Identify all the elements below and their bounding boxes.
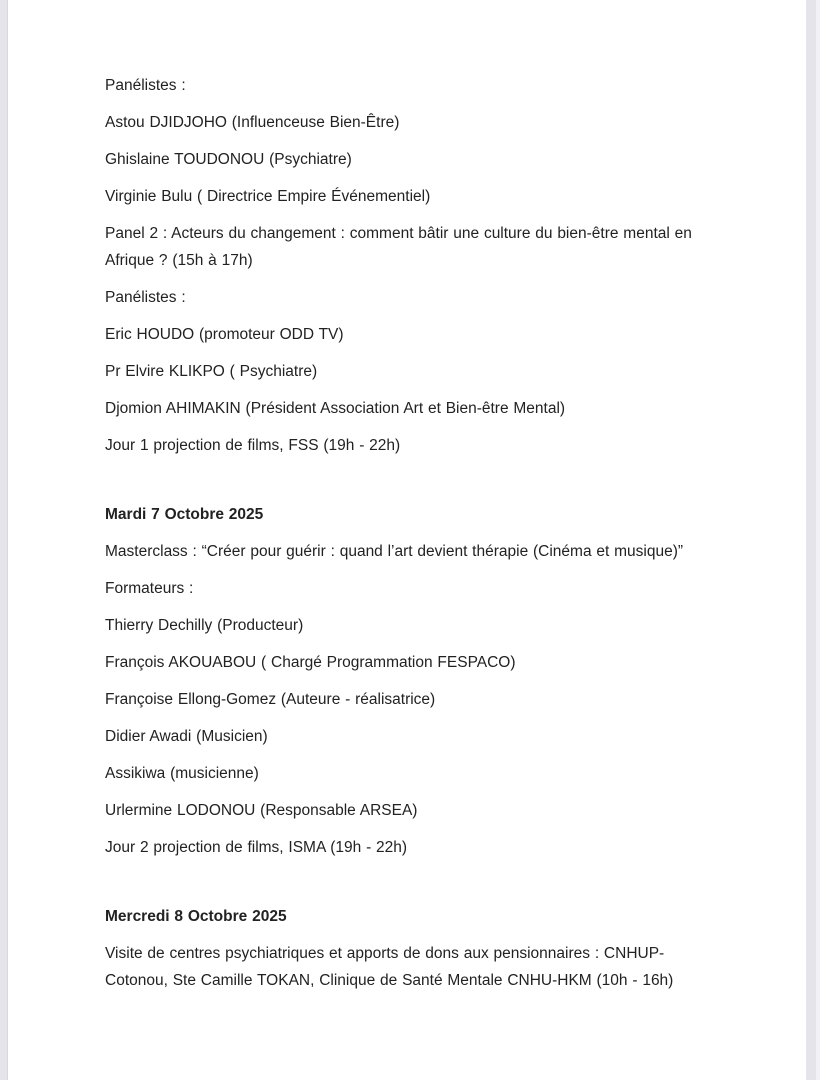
right-edge-strip-outer xyxy=(816,0,820,1080)
trainer-thierry-dechilly: Thierry Dechilly (Producteur) xyxy=(105,617,304,634)
day-2-film-screening: Jour 2 projection de films, ISMA (19h - 22h) xyxy=(105,839,408,856)
trainer-francoise-ellong-gomez: Françoise Ellong-Gomez (Auteure - réalisatrice) xyxy=(105,691,436,708)
document-page xyxy=(105,72,717,1004)
psychiatric-centers-visit: Visite de centres psychiatriques et apports de dons aux pensionnaires : CNHUP-Cotonou, Ste Camille TOKAN, Clinique de Santé Mentale CNHU-HKM (10h - 16h) xyxy=(105,945,674,989)
trainer-didier-awadi: Didier Awadi (Musicien) xyxy=(105,728,268,745)
panelist-ghislaine-toudonou: Ghislaine TOUDONOU (Psychiatre) xyxy=(105,151,352,168)
day-1-film-screening: Jour 1 projection de films, FSS (19h - 22h) xyxy=(105,437,401,454)
trainer-urlermine-lodonou: Urlermine LODONOU (Responsable ARSEA) xyxy=(105,802,418,819)
panelist-virginie-bulu: Virginie Bulu ( Directrice Empire Événementiel) xyxy=(105,188,431,205)
date-heading-mercredi-8-octobre-2025: Mercredi 8 Octobre 2025 xyxy=(105,908,287,925)
trainers-label: Formateurs : xyxy=(105,580,194,597)
trainer-assikiwa: Assikiwa (musicienne) xyxy=(105,765,259,782)
right-edge-strip xyxy=(806,0,816,1080)
trainer-francois-akouabou: François AKOUABOU ( Chargé Programmation FESPACO) xyxy=(105,654,516,671)
panelist-djomion-ahimakin: Djomion AHIMAKIN (Président Association Art et Bien-être Mental) xyxy=(105,400,566,417)
panelist-elvire-klikpo: Pr Elvire KLIKPO ( Psychiatre) xyxy=(105,363,318,380)
date-heading-mardi-7-octobre-2025: Mardi 7 Octobre 2025 xyxy=(105,506,264,523)
panelist-eric-houdo: Eric HOUDO (promoteur ODD TV) xyxy=(105,326,344,343)
panel-2-title: Panel 2 : Acteurs du changement : comment bâtir une culture du bien-être mental en Afrique ? (15h à 17h) xyxy=(105,225,692,269)
masterclass-title: Masterclass : “Créer pour guérir : quand l’art devient thérapie (Cinéma et musique)” xyxy=(105,543,684,560)
left-edge-strip xyxy=(0,0,8,1080)
panelists-label: Panélistes : xyxy=(105,77,186,94)
panelist-astou-djidjoho: Astou DJIDJOHO (Influenceuse Bien-Être) xyxy=(105,114,400,131)
panelists-label-2: Panélistes : xyxy=(105,289,186,306)
